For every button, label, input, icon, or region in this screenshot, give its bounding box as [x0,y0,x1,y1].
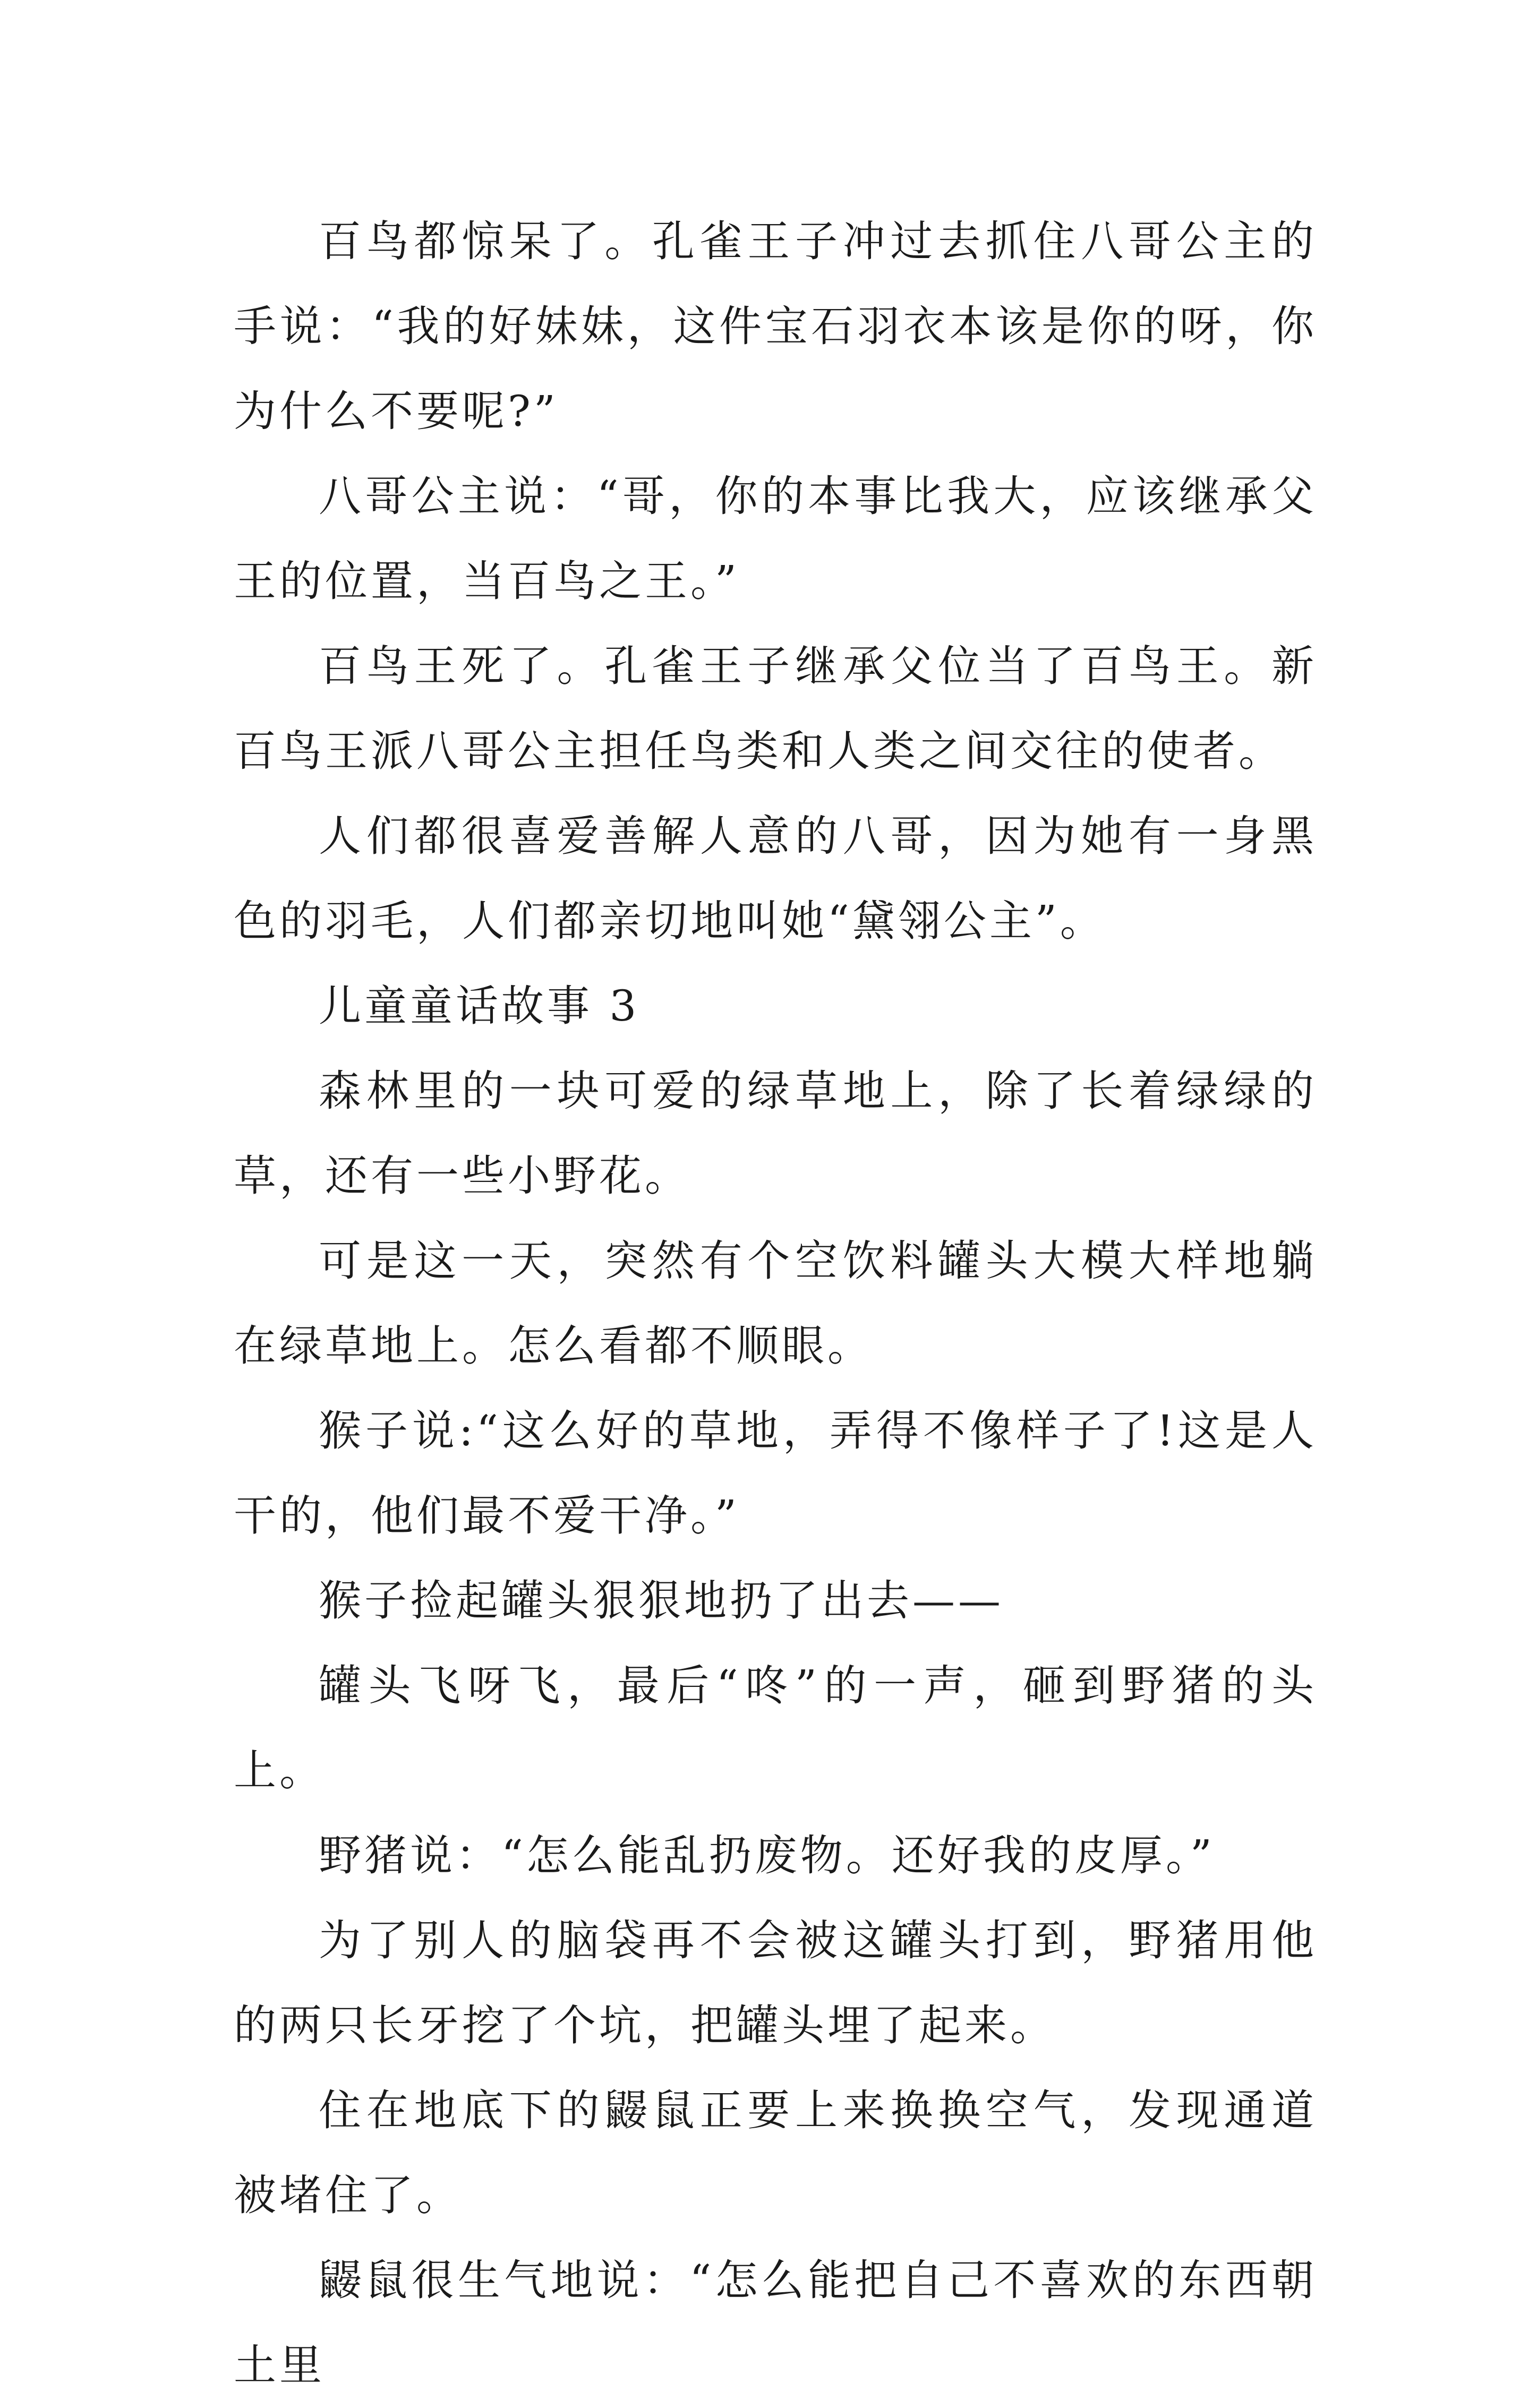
paragraph: 猴子说:“这么好的草地，弄得不像样子了!这是人干的，他们最不爱干净。” [234,1406,1317,1540]
paragraph: 罐头飞呀飞，最后“咚”的一声，砸到野猪的头上。 [234,1661,1317,1795]
section-heading: 儿童童话故事 3 [319,981,640,1031]
paragraph: 八哥公主说：“哥，你的本事比我大，应该继承父王的位置，当百鸟之王。” [234,472,1317,606]
document-body [234,199,1317,2408]
paragraph: 人们都很喜爱善解人意的八哥，因为她有一身黑色的羽毛，人们都亲切地叫她“黛翎公主”。 [234,811,1317,946]
paragraph: 百鸟都惊呆了。孔雀王子冲过去抓住八哥公主的手说：“我的好妹妹，这件宝石羽衣本该是你的呀，你为什么不要呢?” [234,217,1317,436]
paragraph: 猴子捡起罐头狠狠地扔了出去—— [319,1576,1004,1625]
paragraph: 百鸟王死了。孔雀王子继承父位当了百鸟王。新百鸟王派八哥公主担任鸟类和人类之间交往的使者。 [234,641,1317,776]
paragraph: 鼹鼠很生气地说：“怎么能把自己不喜欢的东西朝土里 [234,2256,1317,2390]
paragraph: 野猪说：“怎么能乱扔废物。还好我的皮厚。” [319,1831,1215,1880]
paragraph: 为了别人的脑袋再不会被这罐头打到，野猪用他的两只长牙挖了个坑，把罐头埋了起来。 [234,1916,1317,2050]
paragraph: 森林里的一块可爱的绿草地上，除了长着绿绿的草，还有一些小野花。 [234,1066,1317,1201]
paragraph: 可是这一天，突然有个空饮料罐头大模大样地躺在绿草地上。怎么看都不顺眼。 [234,1236,1317,1370]
paragraph: 住在地底下的鼹鼠正要上来换换空气，发现通道被堵住了。 [234,2086,1317,2220]
